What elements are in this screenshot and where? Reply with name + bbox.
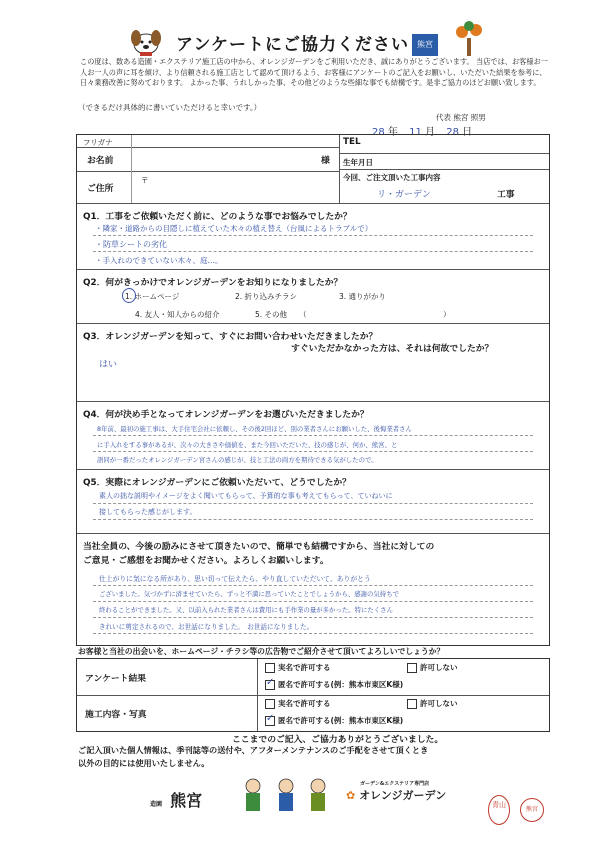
date-year-label: 年 xyxy=(387,127,398,138)
q4-label: Q4．何が決め手となってオレンジガーデンをお選びいただきましたか？ xyxy=(83,410,369,420)
stamp-aoyama: 青山 xyxy=(488,795,510,825)
permission-intro: お客様と当社の出会いを、ホームページ・チラシ等の広告物でご紹介させて頂いてよろしいでしょうか？ xyxy=(78,647,445,656)
address-label: ご住所 xyxy=(87,184,114,194)
name-field[interactable] xyxy=(137,149,317,169)
q2-label: Q2．何がきっかけでオレンジガーデンをお知りになりましたか？ xyxy=(83,278,343,288)
address-field[interactable] xyxy=(137,173,327,201)
logo-left-text: 熊宮 xyxy=(417,40,433,49)
q3-label: Q3．オレンジガーデンを知って、すぐにお問い合わせいただきましたか？ xyxy=(83,332,378,342)
permission-row-1-anon[interactable]: ✓ 匿名で許可する(例：熊本市東区K様) xyxy=(266,677,404,689)
comment-line-3: 終わることができました。又、以前入られた業者さんは費用にも手作業の量が多かった。特にたくさん xyxy=(99,606,393,614)
date-month: 11 xyxy=(409,127,422,138)
info-block xyxy=(77,135,549,203)
comments-intro-1: 当社全員の、今後の励みにさせて頂きたいので、簡単でも結構ですから、当社に対しての xyxy=(83,542,435,552)
birthday-label: 生年月日 xyxy=(343,158,373,167)
q2-option-flyer[interactable]: 2. 折り込みチラシ xyxy=(235,292,298,301)
orange-tree-icon xyxy=(452,20,486,58)
thanks-text: ここまでのご記入、ご協力ありがとうございました。 xyxy=(232,735,444,745)
q4-answer-3: 語同が一番だったオレンジガーデン宮さんの感じが、技と工法の両方を期待できる気がしたので。 xyxy=(97,456,378,464)
q4-answer-2: に手入れをする事があるが、次々の大きさや価値を、また今回いただいた、技の感じが、何か、熊宮、と xyxy=(97,441,398,449)
note: （できるだけ具体的に書いていただけると幸いです。） xyxy=(78,103,262,112)
furigana-label: フリガナ xyxy=(83,138,113,147)
postal-mark: 〒 xyxy=(141,176,149,185)
permission-row-1-no[interactable]: 許可しない xyxy=(407,662,458,673)
footer-logo-left xyxy=(150,788,202,811)
q1-answer-1: ・隣家・道路からの目隠しに植えていた木々の植え替え（台風によるトラブルで） xyxy=(95,224,373,233)
name-label: お名前 xyxy=(87,156,114,166)
sama-label: 様 xyxy=(321,156,330,166)
q5-answer-2: 接してもらった感じがします。 xyxy=(99,508,197,516)
permission-row-2-no[interactable]: 許可しない xyxy=(407,698,458,709)
q2-option-other[interactable]: 5. その他 xyxy=(255,310,288,319)
checkbox-anon-1[interactable]: ✓ xyxy=(266,677,275,688)
privacy-text-1: ご記入頂いた個人情報は、季刊誌等の送付や、アフターメンテナンスのご手配をさせて頂くとき xyxy=(78,745,429,755)
footer-logo-small: 造園 xyxy=(150,801,163,808)
q2-option-referral[interactable]: 4. 友人・知人からの紹介 xyxy=(135,310,220,319)
permission-row-2-label: 施工内容・写真 xyxy=(85,710,147,720)
order-value: リ・ガーデン xyxy=(377,190,431,200)
tel-label: TEL xyxy=(343,137,361,147)
staff-illustration xyxy=(238,774,336,814)
q1-answer-2: ・防草シートの劣化 xyxy=(95,240,167,249)
q5-label: Q5．実際にオレンジガーデンにご依頼いただいて、どうでしたか？ xyxy=(83,478,351,488)
footer-logo-left-text: 熊宮 xyxy=(170,791,203,810)
q2-other-open: （ xyxy=(299,310,307,319)
checkbox-no-2[interactable] xyxy=(407,699,417,709)
permission-row-2-real[interactable]: 実名で許可する xyxy=(265,698,331,709)
q5-answer-1: 素人の拙な説明やイメージをよく聞いてもらって、予算的な事も考えてもらって、ていねいに xyxy=(99,492,393,500)
signature: 代表 熊宮 照男 xyxy=(436,113,486,122)
q2-option-homepage-circle xyxy=(122,288,136,303)
checkbox-real-1[interactable] xyxy=(265,663,275,673)
comment-line-4: きれいに剪定されるので、お世話になりました。 お世話になりました。 xyxy=(99,623,314,631)
q2-other-close: ） xyxy=(443,310,451,319)
tel-field[interactable] xyxy=(369,135,547,153)
q1-label: Q1．工事をご依頼いただく前に、どのような事でお悩みでしたか？ xyxy=(83,212,352,222)
stamp-kumamiya: 熊宮 xyxy=(520,798,544,822)
order-label: 今回、ご注文頂いた工事内容 xyxy=(343,173,441,182)
permission-row-1-real[interactable]: 実名で許可する xyxy=(265,662,331,673)
date-day-label: 日 xyxy=(462,127,473,138)
comments-intro-2: ご意見・ご感想をお聞かせください。よろしくお願いします。 xyxy=(83,556,329,566)
checkbox-no-1[interactable] xyxy=(407,663,417,673)
permission-row-1-label: アンケート結果 xyxy=(85,674,147,684)
survey-frame xyxy=(76,134,550,646)
page-title: アンケートにご協力ください xyxy=(176,35,409,55)
date-month-label: 月 xyxy=(425,127,436,138)
dog-illustration xyxy=(126,24,166,56)
date-year: 28 xyxy=(372,127,385,138)
intro-text: この度は、数ある造園・エクステリア施工店の中から、オレンジガーデンをご利用いただき、誠にありがとうございます。 当店では、お客様お一人お一人の声に耳を傾け、より信頼される施工店として認めて頂けるよう、お客様にアンケートのご記入をお願いし、いただいた結果を参考に、日々業務改善に努めております。 よかった事、うれしかった事、その他どのような些細な事でも結構です。是非ご協力のほどお願い致します。 xyxy=(80,57,548,88)
footer-logo-right xyxy=(346,780,446,803)
q2-option-homepage[interactable]: 1. ホームページ xyxy=(125,292,180,301)
checkbox-anon-2[interactable]: ✓ xyxy=(266,713,275,724)
q2-option-passing[interactable]: 3. 通りがかり xyxy=(339,292,387,301)
q3-sub: すぐいただかなかった方は、それは何故でしたか？ xyxy=(291,344,494,354)
comment-line-1: 仕上がりに気になる所があり、思い切って伝えたら、やり直していただいて、ありがとう xyxy=(99,575,371,583)
footer-logo-right-text: ✿ オレンジガーデン xyxy=(346,789,447,802)
q1-answer-3: ・手入れのできていない木々、庭…。 xyxy=(95,256,223,265)
permission-table xyxy=(76,658,550,732)
order-suffix: 工事 xyxy=(497,190,515,200)
date-day: 28 xyxy=(446,127,459,138)
permission-row-2-anon[interactable]: ✓ 匿名で許可する(例：熊本市東区K様) xyxy=(266,713,404,725)
q3-answer: はい xyxy=(99,360,118,370)
logo-left-badge xyxy=(412,34,438,56)
q4-answer-1: 8年前、最初の施工事は、大手住宅会社に依頼し、その後2回ほど、別の業者さんにお願いした、後悔業者さん xyxy=(97,425,412,433)
footer-logo-right-small: ガーデン&エクステリア専門店 xyxy=(360,781,430,787)
comment-line-2: ございました。気づかずに済ませていたら、ずっと不満に思っていたことでしょうから、感謝の気持ちで xyxy=(99,590,399,598)
privacy-text-2: 以外の目的には使用いたしません。 xyxy=(78,758,210,768)
checkbox-real-2[interactable] xyxy=(265,699,275,709)
